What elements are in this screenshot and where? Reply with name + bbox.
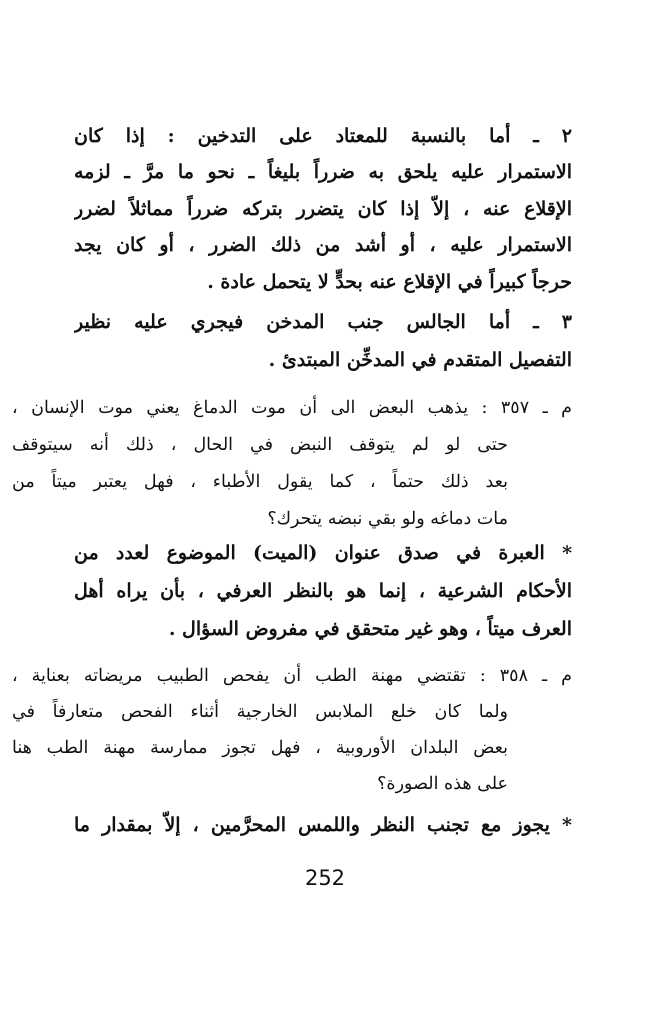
text-line: * العبرة في صدق عنوان (الميت) الموضوع لعدد من: [74, 542, 572, 564]
answer-358: [74, 806, 572, 844]
text-line: مات دماغه ولو بقي نبضه يتحرك؟: [267, 509, 508, 529]
question-heading-line: م ـ ٣٥٨ : تقتضي مهنة الطب أن يفحص الطبيب مريضاته بعناية ،: [12, 666, 572, 686]
text-line: بعض البلدان الأوروبية ، فهل تجوز ممارسة مهنة الطب هنا: [12, 738, 508, 758]
answer-item-2-paragraph: [74, 118, 572, 300]
question-358: [12, 658, 572, 802]
text-line: التفصيل المتقدم في المدخِّن المبتدئ .: [268, 349, 572, 371]
text-line: حتى لو لم يتوقف النبض في الحال ، ذلك أنه سيتوقف: [12, 435, 508, 455]
text-line: الإقلاع عنه ، إلاّ إذا كان يتضرر بتركه ضرراً مماثلاً لضرر: [74, 197, 572, 220]
text-line: على هذه الصورة؟: [377, 774, 508, 794]
text-line: ٢ ـ أما بالنسبة للمعتاد على التدخين : إذا كان: [74, 125, 572, 147]
question-357: [12, 390, 572, 538]
text-line: * يجوز مع تجنب النظر واللمس المحرَّمين ، إلاّ بمقدار ما: [74, 814, 572, 836]
text-line: ٣ ـ أما الجالس جنب المدخن فيجري عليه نظير: [74, 311, 572, 333]
text-line: حرجاً كبيراً في الإقلاع عنه بحدٍّ لا يتحمل عادة .: [207, 270, 572, 293]
text-line: الاستمرار عليه ، أو أشد من ذلك الضرر ، أو كان يجد: [74, 234, 572, 257]
text-line: بعد ذلك حتماً ، كما يقول الأطباء ، فهل يعتبر ميتاً من: [12, 472, 508, 492]
text-line: الأحكام الشرعية ، إنما هو بالنظر العرفي ، بأن يراه أهل: [74, 580, 572, 602]
text-line: ولما كان خلع الملابس الخارجية أثناء الفحص متعارفاً في: [12, 702, 508, 722]
answer-item-3-paragraph: [74, 303, 572, 379]
question-heading-line: م ـ ٣٥٧ : يذهب البعض الى أن موت الدماغ يعني موت الإنسان ،: [12, 398, 572, 418]
page-number: 252: [304, 866, 346, 890]
answer-357: [74, 534, 572, 648]
text-line: العرف ميتاً ، وهو غير متحقق في مفروض السؤال .: [168, 618, 572, 640]
text-line: الاستمرار عليه يلحق به ضرراً بليغاً ـ نحو ما مرَّ ـ لزمه: [74, 161, 572, 184]
